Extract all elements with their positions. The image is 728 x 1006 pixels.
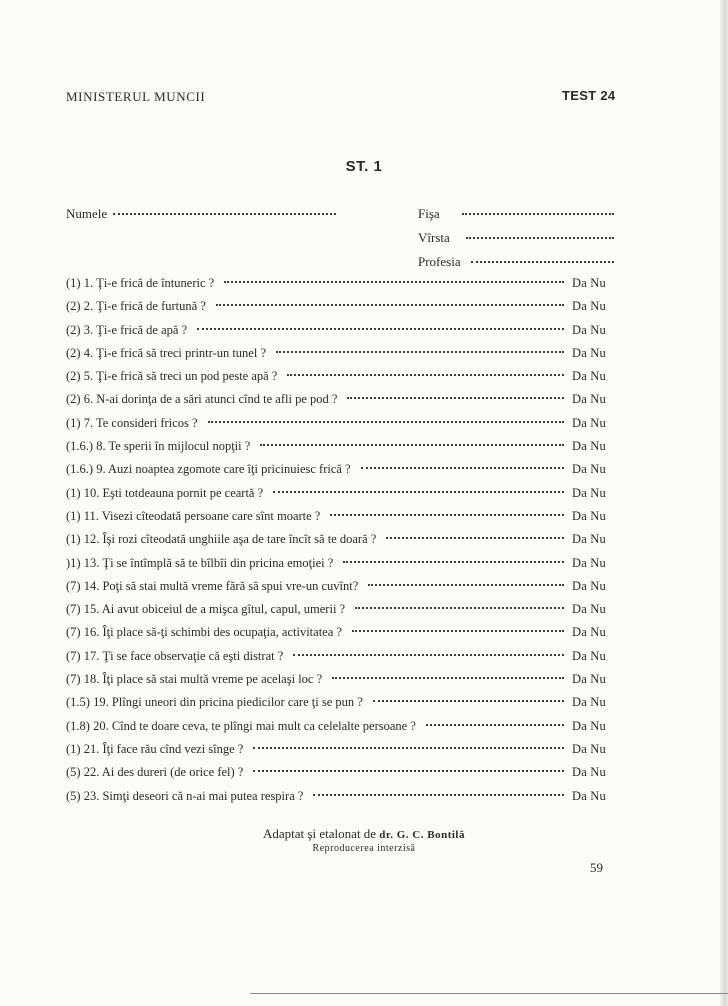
- author-name: dr. G. C. Bontilă: [379, 829, 465, 841]
- age-blank: [466, 237, 614, 239]
- leader-dots: [276, 351, 564, 353]
- answer-options: Da Nu: [572, 322, 606, 337]
- leader-dots: [208, 421, 565, 423]
- answer-options: Da Nu: [572, 578, 606, 593]
- question-row: [66, 575, 626, 598]
- question-row: [66, 435, 626, 458]
- answer-options: Da Nu: [572, 602, 606, 617]
- answer-options: Da Nu: [572, 276, 606, 290]
- answer-options: Da Nu: [572, 299, 606, 314]
- question-row: [66, 691, 626, 714]
- answer-options: Da Nu: [572, 672, 606, 687]
- question-text: (7) 18. Îţi place să stai multă vreme pe acelaşi loc ?: [66, 672, 323, 687]
- question-text: (2) 2. Ţi-e frică de furtună ?: [66, 299, 206, 314]
- leader-dots: [253, 747, 564, 749]
- age-field: [418, 230, 614, 246]
- name-blank: [113, 213, 336, 215]
- name-field: [66, 206, 336, 222]
- question-row: [66, 715, 626, 738]
- leader-dots: [287, 374, 564, 376]
- question-row: [66, 552, 626, 575]
- profession-label: Profesia: [418, 254, 461, 269]
- leader-dots: [373, 700, 564, 702]
- question-text: (1.5) 19. Plîngi uneori din pricina piedicilor care ţi se pun ?: [66, 695, 363, 710]
- question-row: [66, 761, 626, 784]
- question-text: (2) 5. Ţi-e frică să treci un pod peste apă ?: [66, 369, 278, 384]
- answer-options: Da Nu: [572, 369, 606, 384]
- leader-dots: [313, 794, 564, 796]
- answer-options: Da Nu: [572, 392, 606, 407]
- ministry-header: MINISTERUL MUNCII: [66, 89, 206, 104]
- question-text: (1) 12. Îşi rozi cîteodată unghiile aşa de tare încît să te doară ?: [66, 532, 377, 547]
- question-text: (2) 3. Ţi-e frică de apă ?: [66, 322, 188, 337]
- question-row: [66, 342, 626, 365]
- question-row: [66, 458, 626, 481]
- sheet-label: Fişa: [418, 206, 440, 221]
- question-text: (5) 23. Simţi deseori că n-ai mai putea respira ?: [66, 788, 304, 803]
- leader-dots: [343, 561, 564, 563]
- leader-dots: [330, 514, 564, 516]
- age-label: Vîrsta: [418, 230, 450, 245]
- question-text: (1) 1. Ţi-e frică de întuneric ?: [66, 276, 215, 290]
- leader-dots: [352, 630, 564, 632]
- question-text: (1.6.) 8. Te sperii în mijlocul nopţii ?: [66, 439, 251, 454]
- question-row: [66, 785, 626, 808]
- question-row: [66, 645, 626, 668]
- answer-options: Da Nu: [572, 788, 606, 803]
- question-row: [66, 412, 626, 435]
- leader-dots: [361, 467, 564, 469]
- leader-dots: [224, 281, 564, 283]
- answer-options: Da Nu: [572, 765, 606, 780]
- question-text: (1) 11. Visezi cîteodată persoane care sînt moarte ?: [66, 508, 321, 523]
- answer-options: Da Nu: [572, 625, 606, 640]
- question-row: [66, 482, 626, 505]
- answer-options: Da Nu: [572, 695, 606, 710]
- leader-dots: [386, 537, 564, 539]
- answer-options: Da Nu: [572, 718, 606, 733]
- leader-dots: [197, 328, 564, 330]
- attribution: [0, 826, 728, 842]
- question-text: (2) 6. N-ai dorinţa de a sări atunci cînd te afli pe pod ?: [66, 392, 338, 407]
- question-row: [66, 272, 626, 295]
- leader-dots: [332, 677, 564, 679]
- question-row: [66, 319, 626, 342]
- leader-dots: [368, 584, 564, 586]
- question-row: [66, 621, 626, 644]
- profession-field: [418, 254, 614, 270]
- rights-notice: Reproducerea interzisă: [312, 843, 416, 854]
- answer-options: Da Nu: [572, 345, 606, 360]
- question-row: [66, 388, 626, 411]
- sheet-field: [418, 206, 614, 222]
- question-list: [66, 272, 626, 808]
- question-text: (1) 10. Eşti totdeauna pornit pe ceartă ?: [66, 485, 264, 500]
- answer-options: Da Nu: [572, 532, 606, 547]
- leader-dots: [216, 304, 564, 306]
- answer-options: Da Nu: [572, 462, 606, 477]
- question-text: )1) 13. Ţi se întîmplă să te bîlbîi din pricina emoţiei ?: [66, 555, 334, 570]
- profession-blank: [471, 261, 614, 263]
- question-row: [66, 668, 626, 691]
- question-text: (2) 4. Ţi-e frică să treci printr-un tunel ?: [66, 345, 267, 360]
- name-label: Numele: [66, 206, 108, 221]
- question-text: (7) 16. Îţi place să-ţi schimbi des ocupaţia, activitatea ?: [66, 625, 342, 640]
- leader-dots: [347, 397, 564, 399]
- question-text: (7) 15. Ai avut obiceiul de a mişca gîtul, capul, umerii ?: [66, 602, 346, 617]
- leader-dots: [253, 770, 564, 772]
- question-text: (7) 14. Poţi să stai multă vreme fără să spui vre-un cuvînt?: [66, 578, 359, 593]
- bottom-rule: [250, 993, 728, 994]
- question-row: [66, 598, 626, 621]
- sheet-blank: [462, 213, 614, 215]
- question-text: (1.6.) 9. Auzi noaptea zgomote care îţi pricinuiesc frică ?: [66, 462, 351, 477]
- leader-dots: [293, 654, 564, 656]
- leader-dots: [273, 491, 564, 493]
- leader-dots: [260, 444, 564, 446]
- answer-options: Da Nu: [572, 415, 606, 430]
- question-text: (1) 21. Îţi face rău cînd vezi sînge ?: [66, 741, 244, 756]
- question-row: [66, 738, 626, 761]
- leader-dots: [355, 607, 564, 609]
- question-row: [66, 365, 626, 388]
- page-number: 59: [590, 860, 603, 875]
- question-text: (7) 17. Ţi se face observaţie că eşti distrat ?: [66, 648, 284, 663]
- leader-dots: [426, 724, 564, 726]
- question-row: [66, 295, 626, 318]
- answer-options: Da Nu: [572, 439, 606, 454]
- question-text: (1.8) 20. Cînd te doare ceva, te plîngi mai mult ca celelalte persoane ?: [66, 718, 416, 733]
- page-edge-shadow: [720, 0, 728, 1006]
- question-text: (5) 22. Ai des dureri (de orice fel) ?: [66, 765, 244, 780]
- adapted-by-text: Adaptat şi etalonat de: [263, 826, 376, 841]
- question-row: [66, 505, 626, 528]
- question-row: [66, 528, 626, 551]
- answer-options: Da Nu: [572, 648, 606, 663]
- form-title: ST. 1: [345, 158, 383, 175]
- question-text: (1) 7. Te consideri fricos ?: [66, 415, 198, 430]
- answer-options: Da Nu: [572, 555, 606, 570]
- answer-options: Da Nu: [572, 741, 606, 756]
- test-number: TEST 24: [562, 88, 616, 103]
- answer-options: Da Nu: [572, 508, 606, 523]
- answer-options: Da Nu: [572, 485, 606, 500]
